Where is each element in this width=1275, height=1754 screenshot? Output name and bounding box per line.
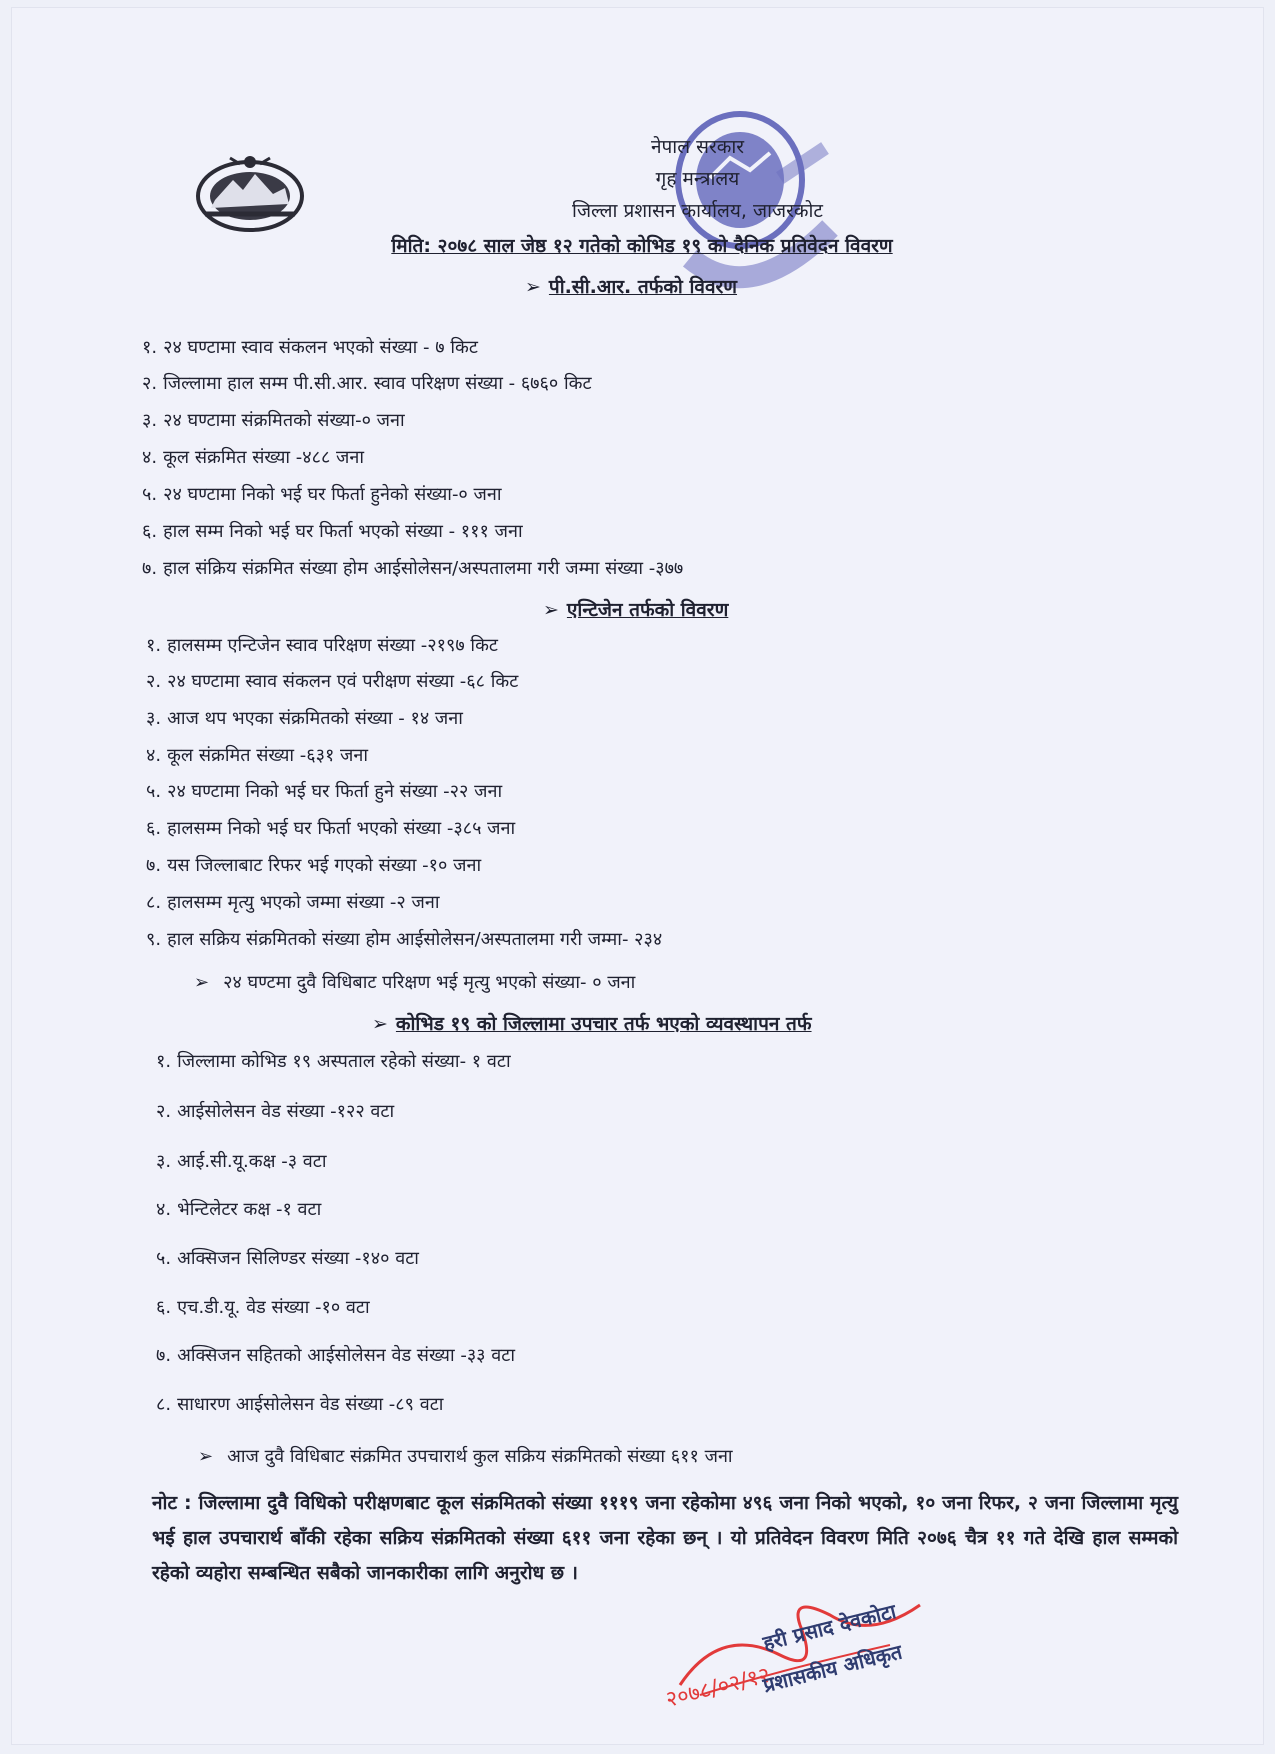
signature — [660, 1585, 970, 1715]
antigen-item: ५. २४ घण्टामा निको भई घर फिर्ता हुने संख्या -२२ जना — [146, 781, 503, 802]
management-item: ४. भेन्टिलेटर कक्ष -१ वटा — [156, 1199, 322, 1220]
arrow-icon: ➢ — [198, 1446, 214, 1467]
ministry-line: गृह मन्त्रालय — [655, 168, 740, 190]
antigen-item: ७. यस जिल्लाबाट रिफर भई गएको संख्या -१० जना — [146, 855, 482, 876]
arrow-icon: ➢ — [194, 972, 210, 993]
government-line: नेपाल सरकार — [650, 136, 745, 158]
office-line: जिल्ला प्रशासन कार्यालय, जाजरकोट — [572, 200, 823, 222]
management-item: १. जिल्लामा कोभिड १९ अस्पताल रहेको संख्या- १ वटा — [156, 1051, 511, 1072]
signatory-name: हरी प्रसाद देवकोटा — [760, 1599, 899, 1656]
management-heading: ➢ कोभिड १९ को जिल्लामा उपचार तर्फ भएको व्यवस्थापन तर्फ — [372, 1013, 812, 1035]
pcr-item: ६. हाल सम्म निको भई घर फिर्ता भएको संख्या - १११ जना — [142, 521, 523, 542]
management-item: ६. एच.डी.यू. वेड संख्या -१० वटा — [156, 1297, 370, 1318]
arrow-icon: ➢ — [525, 276, 541, 298]
death-note: ➢ २४ घण्टमा दुवै विधिबाट परिक्षण भई मृत्यु भएको संख्या- ० जना — [194, 972, 636, 993]
pcr-item: ३. २४ घण्टामा संक्रमितको संख्या-० जना — [142, 410, 405, 431]
signature-date: २०७८/०२/१२ — [663, 1662, 773, 1713]
note-paragraph: नोट : जिल्लामा दुवै विधिको परीक्षणबाट कूल संक्रमितको संख्या १११९ जना रहेकोमा ४९६ जना निको भएको, १० जना रिफर, २ जना जिल्लामा मृत्यु भई हाल उपचारार्थ बाँकी रहेका सक्रिय संक्रमितको संख्या ६११ जना रहेका छन् । यो प्रतिवेदन विवरण मिति २०७६ चैत्र ११ गते देखि हाल सम्मको रहेको व्यहोरा सम्बन्धित सबैको जानकारीका लागि अनुरोध छ । — [152, 1492, 1178, 1584]
arrow-icon: ➢ — [543, 599, 559, 621]
active-total: ➢ आज दुवै विधिबाट संक्रमित उपचारार्थ कुल सक्रिय संक्रमितको संख्या ६११ जना — [198, 1446, 733, 1467]
management-item: ८. साधारण आईसोलेसन वेड संख्या -८९ वटा — [156, 1394, 444, 1415]
management-item: ५. अक्सिजन सिलिण्डर संख्या -१४० वटा — [156, 1248, 419, 1269]
antigen-item: ४. कूल संक्रमित संख्या -६३१ जना — [146, 745, 369, 766]
pcr-item: ४. कूल संक्रमित संख्या -४८८ जना — [142, 447, 365, 468]
antigen-heading: ➢ एन्टिजेन तर्फको विवरण — [543, 599, 729, 621]
pcr-item: २. जिल्लामा हाल सम्म पी.सी.आर. स्वाव परिक्षण संख्या - ६७६० किट — [142, 373, 592, 394]
antigen-item: ९. हाल सक्रिय संक्रमितको संख्या होम आईसोलेसन/अस्पतालमा गरी जम्मा- २३४ — [146, 929, 663, 950]
antigen-item: ८. हालसम्म मृत्यु भएको जम्मा संख्या -२ जना — [146, 892, 440, 913]
pcr-item: ५. २४ घण्टामा निको भई घर फिर्ता हुनेको संख्या-० जना — [142, 484, 502, 505]
pcr-item: ७. हाल संक्रिय संक्रमित संख्या होम आईसोलेसन/अस्पतालमा गरी जम्मा संख्या -३७७ — [142, 558, 684, 579]
report-title: मिति: २०७८ साल जेष्ठ १२ गतेको कोभिड १९ को दैनिक प्रतिवेदन विवरण — [391, 235, 893, 257]
pcr-item: १. २४ घण्टामा स्वाव संकलन भएको संख्या - ७ किट — [142, 337, 478, 358]
management-item: ३. आई.सी.यू.कक्ष -३ वटा — [156, 1151, 327, 1172]
antigen-item: ६. हालसम्म निको भई घर फिर्ता भएको संख्या -३८५ जना — [146, 818, 516, 839]
arrow-icon: ➢ — [372, 1013, 388, 1035]
antigen-item: १. हालसम्म एन्टिजेन स्वाव परिक्षण संख्या -२१९७ किट — [146, 635, 498, 656]
antigen-item: २. २४ घण्टामा स्वाव संकलन एवं परीक्षण संख्या -६८ किट — [146, 671, 519, 692]
pcr-heading: ➢ पी.सी.आर. तर्फको विवरण — [525, 276, 738, 298]
signatory-title: प्रशासकीय अधिकृत — [760, 1639, 905, 1698]
management-item: २. आईसोलेसन वेड संख्या -१२२ वटा — [156, 1101, 395, 1122]
management-item: ७. अक्सिजन सहितको आईसोलेसन वेड संख्या -३३ वटा — [156, 1345, 516, 1366]
antigen-item: ३. आज थप भएका संक्रमितको संख्या - १४ जना — [146, 708, 463, 729]
